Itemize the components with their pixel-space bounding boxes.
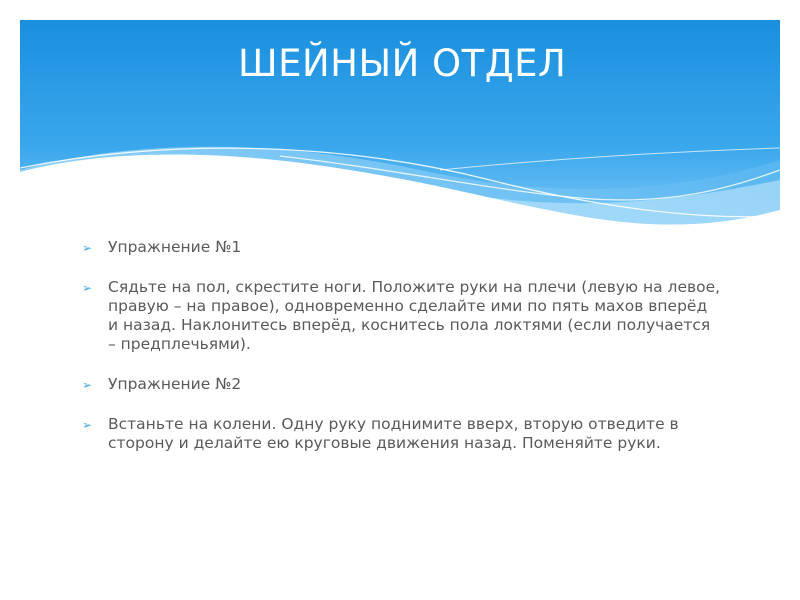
bullet-item-exercise-2-heading: [82, 375, 722, 394]
bullet-item-exercise-1-heading: [82, 238, 722, 257]
arrow-bullet-icon: ➢: [82, 241, 93, 255]
slide: [20, 20, 780, 580]
bullet-list: [82, 238, 722, 474]
bullet-text: Упражнение №1: [108, 238, 242, 256]
arrow-bullet-icon: ➢: [82, 418, 93, 432]
arrow-bullet-icon: ➢: [82, 281, 93, 295]
bullet-item-exercise-1-description: [82, 278, 722, 354]
bullet-text: Встаньте на колени. Одну руку поднимите вверх, вторую отведите в сторону и делайте ею круговые движения назад. Поменяйте руки.: [108, 415, 679, 452]
slide-title: ШЕЙНЫЙ ОТДЕЛ: [238, 42, 567, 85]
arrow-bullet-icon: ➢: [82, 378, 93, 392]
bullet-text: Упражнение №2: [108, 375, 242, 393]
bullet-item-exercise-2-description: [82, 415, 722, 453]
slide-header-banner: [20, 20, 780, 250]
bullet-text: Сядьте на пол, скрестите ноги. Положите руки на плечи (левую на левое, правую – на правое), одновременно сделайте ими по пять махов вперёд и назад. Наклонитесь вперёд, коснитесь пола локтями (если получается – предплечьями).: [108, 278, 721, 353]
